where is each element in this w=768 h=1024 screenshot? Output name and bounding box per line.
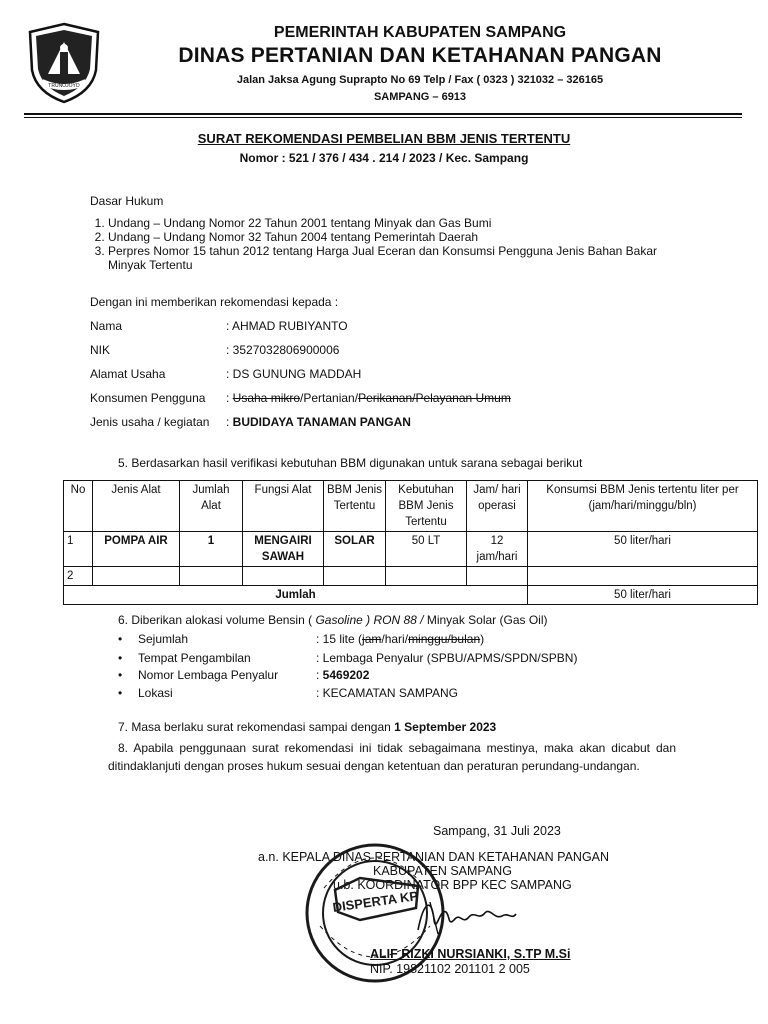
- legal-basis-list: [90, 216, 698, 272]
- col-bbm-jenis: BBM Jenis Tertentu: [324, 481, 386, 532]
- office-city: SAMPANG – 6913: [373, 91, 467, 103]
- letterhead-rule-thin: [24, 117, 742, 118]
- letter-number: Nomor : 521 / 376 / 434 . 214 / 2023 / Kec. Sampang: [239, 151, 529, 165]
- svg-text:DISPERTA KP: DISPERTA KP: [331, 888, 419, 915]
- col-no: No: [64, 481, 93, 532]
- signature-place-date: Sampang, 31 Juli 2023: [433, 824, 561, 838]
- recommendation-intro: Dengan ini memberikan rekomendasi kepada :: [90, 295, 339, 309]
- signatory-nip: NIP. 19821102 201101 2 005: [370, 962, 530, 976]
- table-header-row: [64, 481, 758, 532]
- letter-page: TRUNOJOYO PEMERINTAH KABUPATEN SAMPANG DINAS PERTANIAN DAN KETAHANAN PANGAN Jalan Jaksa Agung Suprapto No 69 Telp / Fax ( 0323 ) 321032 – 326165 SAMPANG – 6913 SURAT REKOMENDASI PEMBELIAN BBM JENIS TERTENTU Nomor : 521 / 376 / 434 . 214 / 2023 / Kec. Sampang Dasar Hukum 1. Undang – Undang Nomor 22 Tahun 2001 tentang Minyak dan Gas Bumi 2. Undang – Undang Nomor 32 Tahun 2004 tentang Pemerintah Daerah 3. Perpres Nomor 15 tahun 2012 tentang Harga Jual Eceran dan Konsumsi Pengguna Jenis Bahan Bakar Minyak Tertentu Dengan ini memberikan rekomendasi kepada : Nama : AHMAD RUBIYANTO NIK : 3527032806900006 Alamat Usaha : DS GUNUNG MADDAH Konsumen Pengguna : Usaha mikro/Pertanian/Perikanan/Pelayanan Umum Jenis usaha / kegiatan : BUDIDAYA TANAMAN PANGAN 5. Berdasarkan hasil verifikasi kebutuhan BBM digunakan untuk sarana sebagai berikut No Jenis Alat Jumlah Alat Fungsi Alat BBM Jenis Tertentu Kebutuhan BBM Jenis Tertentu Jam/ hari operasi Konsumsi BBM Jenis tertentu liter per (jam/hari/minggu/bln) 1 POMPA AIR 1 MENGAIRI SAWAH SOLAR 50 LT 12 jam/hari 50 liter/hari 2 Jumlah 50 liter/hari 6. Diberikan alokasi volume Bensin ( Gasoline ) RON 88 / Minyak Solar (Gas Oil) • Sejumlah : 15 lite (jam/hari/minggu/bulan) • Tempat Pengambilan : Lembaga Penyalur (SPBU/APMS/SPDN/SPBN) • Nomor Lembaga Penyalur : 5469202 • Lokasi : KECAMATAN SAMPANG 7. Masa berlaku surat rekomendasi sampai dengan 1 September 2023 8. Apabila penggunaan surat rekomendasi ini tidak sebagaimana mestinya, maka akan dicabut dan ditindaklanjuti dengan proses hukum sesuai dengan ketentuan dan peraturan perundang-undangan. Sampang, 31 Juli 2023 a.n. KEPALA DINAS PERTANIAN DAN KETAHANAN PANGAN KABUPATEN SAMPANG u.b. KOORDINATOR BPP KEC SAMPANG DISPERTA KP ALIF RIZKI NURSIANKI, S.TP M.Si NIP. 19821102 201101 2 005: [0, 0, 768, 1024]
- signature-coordinator: u.b. KOORDINATOR BPP KEC SAMPANG: [333, 878, 572, 892]
- col-jumlah-alat: Jumlah Alat: [180, 481, 243, 532]
- total-label: Jumlah: [64, 586, 528, 605]
- bullet-icon: •: [118, 686, 123, 700]
- table-total-row: [64, 586, 758, 605]
- office-address: Jalan Jaksa Agung Suprapto No 69 Telp / Fax ( 0323 ) 321032 – 326165: [236, 74, 604, 86]
- signature-on-behalf: a.n. KEPALA DINAS PERTANIAN DAN KETAHANAN PANGAN: [258, 850, 610, 864]
- svg-text:TRUNOJOYO: TRUNOJOYO: [48, 83, 80, 89]
- legal-basis-item: 3. Perpres Nomor 15 tahun 2012 tentang Harga Jual Eceran dan Konsumsi Pengguna Jenis Bahan Bakar Minyak Tertentu: [108, 244, 698, 272]
- total-value: 50 liter/hari: [528, 586, 758, 605]
- table-row: 2: [64, 567, 758, 586]
- letter-title: SURAT REKOMENDASI PEMBELIAN BBM JENIS TERTENTU: [197, 131, 571, 146]
- col-jam-hari: Jam/ hari operasi: [467, 481, 528, 532]
- col-konsumsi: Konsumsi BBM Jenis tertentu liter per (jam/hari/minggu/bln): [528, 481, 758, 532]
- government-name: PEMERINTAH KABUPATEN SAMPANG: [273, 24, 567, 41]
- office-name: DINAS PERTANIAN DAN KETAHANAN PANGAN: [178, 44, 662, 67]
- letterhead: [110, 20, 730, 103]
- bullet-icon: •: [118, 651, 123, 665]
- signature-regency: KABUPATEN SAMPANG: [373, 864, 512, 878]
- legal-basis-item: 1. Undang – Undang Nomor 22 Tahun 2001 tentang Minyak dan Gas Bumi: [108, 216, 698, 230]
- point-5: 5. Berdasarkan hasil verifikasi kebutuhan BBM digunakan untuk sarana sebagai berikut: [118, 456, 583, 470]
- signatory-name: ALIF RIZKI NURSIANKI, S.TP M.Si: [370, 947, 571, 961]
- col-kebutuhan: Kebutuhan BBM Jenis Tertentu: [386, 481, 467, 532]
- regency-crest-logo: [26, 22, 102, 104]
- col-fungsi-alat: Fungsi Alat: [243, 481, 324, 532]
- point-8: 8. Apabila penggunaan surat rekomendasi ini tidak sebagaimana mestinya, maka akan dicabut dan ditindaklanjuti dengan proses hukum sesuai dengan ketentuan dan peraturan perundang-undangan.: [108, 741, 676, 773]
- handwritten-signature: [410, 890, 520, 940]
- bbm-requirement-table: [63, 480, 758, 605]
- legal-basis-item: 2. Undang – Undang Nomor 32 Tahun 2004 tentang Pemerintah Daerah: [108, 230, 698, 244]
- col-jenis-alat: Jenis Alat: [93, 481, 180, 532]
- bullet-icon: •: [118, 632, 123, 646]
- point-7: 7. Masa berlaku surat rekomendasi sampai dengan 1 September 2023: [118, 720, 497, 734]
- bullet-icon: •: [118, 668, 123, 682]
- point-6: 6. Diberikan alokasi volume Bensin ( Gasoline ) RON 88 / Minyak Solar (Gas Oil): [118, 613, 548, 627]
- legal-basis-heading: Dasar Hukum: [90, 194, 164, 208]
- table-row: 1 POMPA AIR 1 MENGAIRI SAWAH SOLAR 50 LT 12 jam/hari 50 liter/hari: [64, 532, 758, 567]
- letterhead-rule-thick: [24, 113, 742, 115]
